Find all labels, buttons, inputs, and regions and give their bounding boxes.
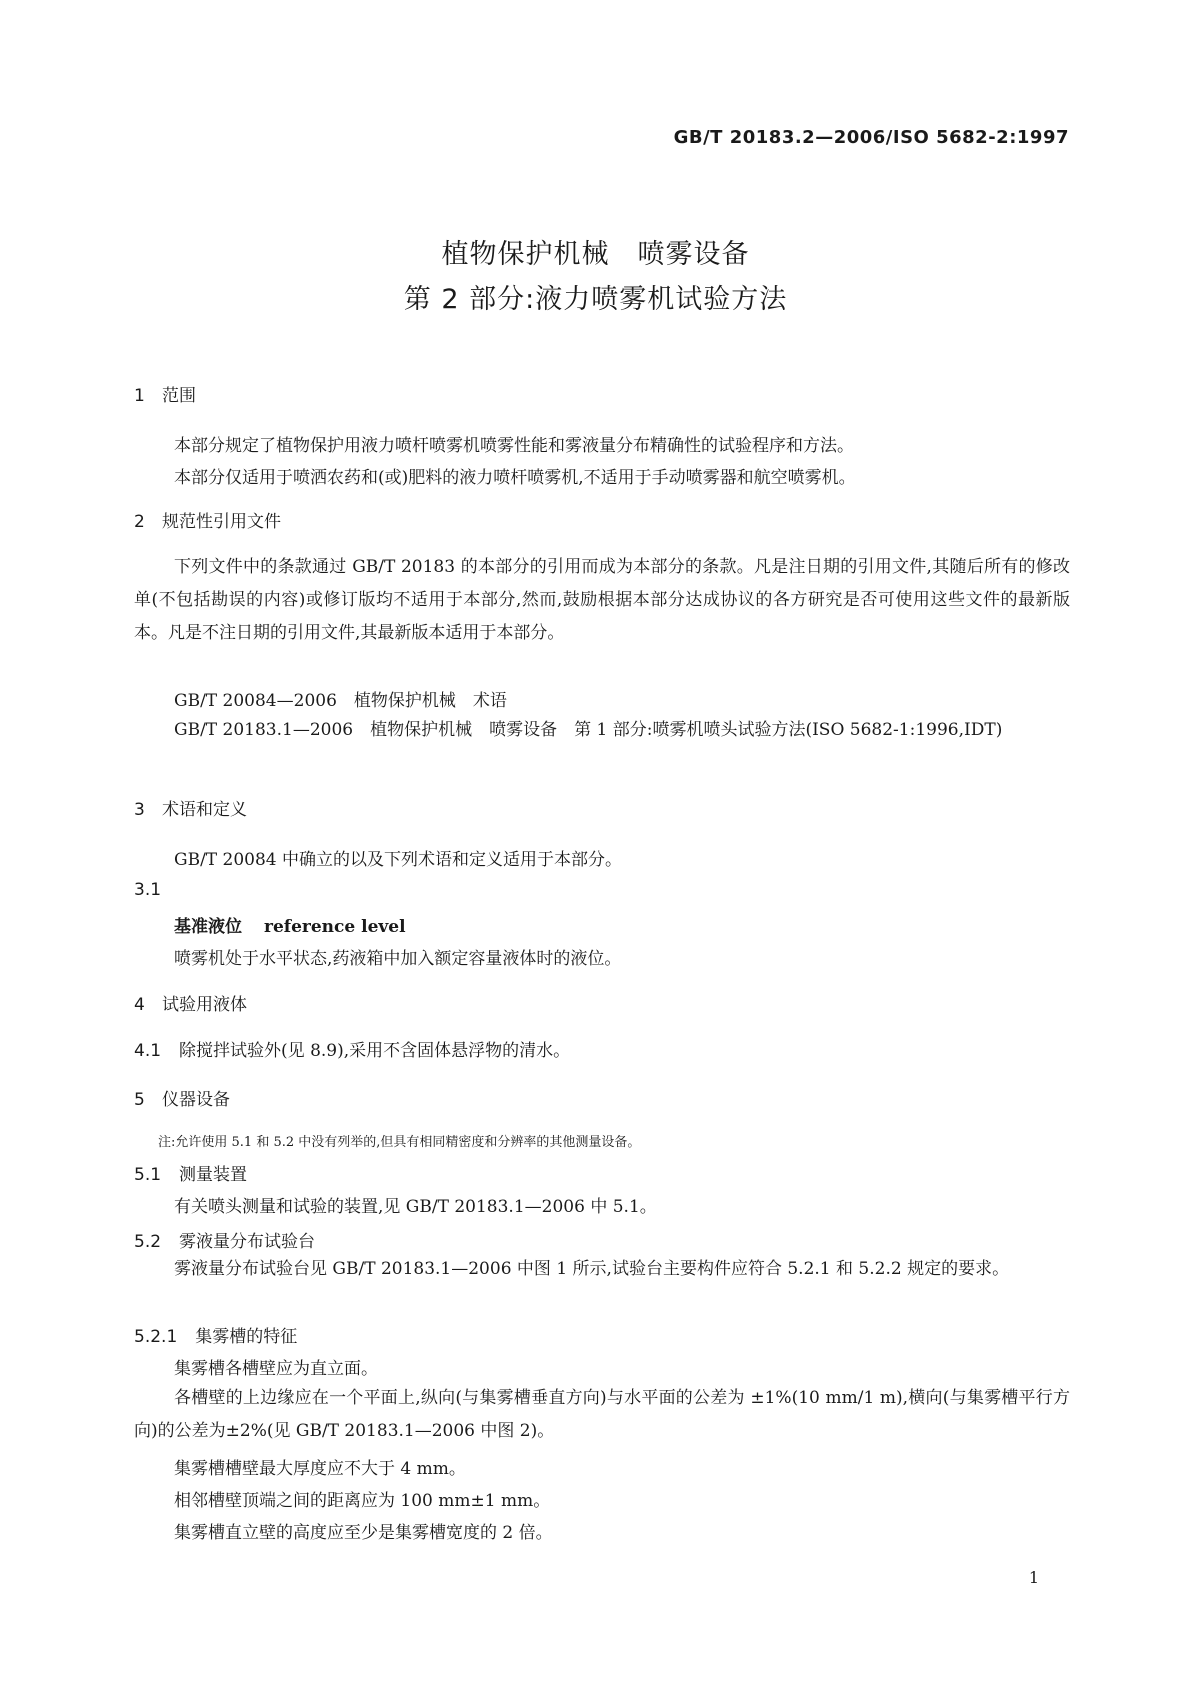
document-title-line2: 第 2 部分:液力喷雾机试验方法: [403, 284, 788, 315]
term-definition: 喷雾机处于水平状态,药液箱中加入额定容量液体时的液位。: [174, 949, 622, 969]
clause-5-1-text: 有关喷头测量和试验的装置,见 GB/T 20183.1—2006 中 5.1。: [174, 1197, 657, 1217]
section-4-heading: [134, 990, 247, 1015]
clause-5-1-number: 5.1: [134, 1165, 162, 1185]
section-2-title: 规范性引用文件: [162, 512, 281, 532]
section-2-intro: 下列文件中的条款通过 GB/T 20183 的本部分的引用而成为本部分的条款。凡是注日期的引用文件,其随后所有的修改单(不包括勘误的内容)或修订版均不适用于本部分,然而,鼓励根据本部分达成协议的各方研究是否可使用这些文件的最新版本。凡是不注日期的引用文件,其最新版本适用于本部分。: [134, 557, 1070, 643]
section-4-number: 4: [134, 995, 145, 1015]
clause-5-2-1-heading: [134, 1322, 297, 1347]
section-4-title: 试验用液体: [162, 995, 247, 1015]
section-5-heading: [134, 1085, 230, 1110]
section-3-heading: [134, 795, 247, 820]
section-3-intro: GB/T 20084 中确立的以及下列术语和定义适用于本部分。: [174, 850, 623, 870]
clause-4-1: [134, 1036, 570, 1061]
clause-5-2-title: 雾液量分布试验台: [179, 1232, 316, 1252]
document-title-line1: 植物保护机械 喷雾设备: [441, 239, 750, 270]
clause-5-2-1-title: 集雾槽的特征: [195, 1327, 298, 1347]
standard-code: GB/T 20183.2—2006/ISO 5682-2:1997: [673, 127, 1069, 148]
clause-3-1-number: 3.1: [134, 880, 162, 900]
term-reference-level: [174, 912, 406, 937]
section-3-number: 3: [134, 800, 145, 820]
clause-5-2-1-paragraph-3: 集雾槽槽壁最大厚度应不大于 4 mm。: [174, 1459, 466, 1479]
term-chinese: 基准液位: [174, 917, 242, 937]
clause-5-2-1-paragraph-1: 集雾槽各槽壁应为直立面。: [174, 1359, 378, 1379]
clause-5-2-1-paragraph-2: 各槽壁的上边缘应在一个平面上,纵向(与集雾槽垂直方向)与水平面的公差为 ±1%(10 mm/1 m),横向(与集雾槽平行方向)的公差为±2%(见 GB/T 20183.1—2006 中图 2)。: [134, 1388, 1070, 1441]
section-5-note: 注:允许使用 5.1 和 5.2 中没有列举的,但具有相同精密度和分辨率的其他测量设备。: [158, 1135, 641, 1150]
reference-item-1: GB/T 20084—2006 植物保护机械 术语: [174, 691, 507, 711]
clause-5-2-text: 雾液量分布试验台见 GB/T 20183.1—2006 中图 1 所示,试验台主要构件应符合 5.2.1 和 5.2.2 规定的要求。: [174, 1259, 1010, 1279]
section-1-paragraph-1: 本部分规定了植物保护用液力喷杆喷雾机喷雾性能和雾液量分布精确性的试验程序和方法。: [174, 436, 854, 456]
clause-5-2-number: 5.2: [134, 1232, 162, 1252]
section-1-paragraph-2: 本部分仅适用于喷洒农药和(或)肥料的液力喷杆喷雾机,不适用于手动喷雾器和航空喷雾机。: [174, 468, 856, 488]
clause-5-1-heading: [134, 1160, 247, 1185]
clause-4-1-text: 除搅拌试验外(见 8.9),采用不含固体悬浮物的清水。: [179, 1041, 571, 1061]
clause-5-1-title: 测量装置: [179, 1165, 248, 1185]
term-english: reference level: [264, 917, 406, 937]
section-2-heading: [134, 507, 281, 532]
section-3-title: 术语和定义: [162, 800, 247, 820]
section-1-heading: [134, 381, 196, 406]
clause-5-2-1-paragraph-4: 相邻槽壁顶端之间的距离应为 100 mm±1 mm。: [174, 1491, 551, 1511]
page-number: 1: [1028, 1568, 1039, 1587]
clause-4-1-number: 4.1: [134, 1041, 162, 1061]
clause-5-2-1-number: 5.2.1: [134, 1327, 178, 1347]
clause-5-2-1-paragraph-5: 集雾槽直立壁的高度应至少是集雾槽宽度的 2 倍。: [174, 1523, 553, 1543]
clause-5-2-heading: [134, 1227, 315, 1252]
section-2-number: 2: [134, 512, 145, 532]
section-1-number: 1: [134, 386, 145, 406]
section-1-title: 范围: [162, 386, 196, 406]
reference-item-2: GB/T 20183.1—2006 植物保护机械 喷雾设备 第 1 部分:喷雾机喷头试验方法(ISO 5682-1:1996,IDT): [174, 720, 1003, 740]
section-5-title: 仪器设备: [162, 1090, 230, 1110]
section-5-number: 5: [134, 1090, 145, 1110]
